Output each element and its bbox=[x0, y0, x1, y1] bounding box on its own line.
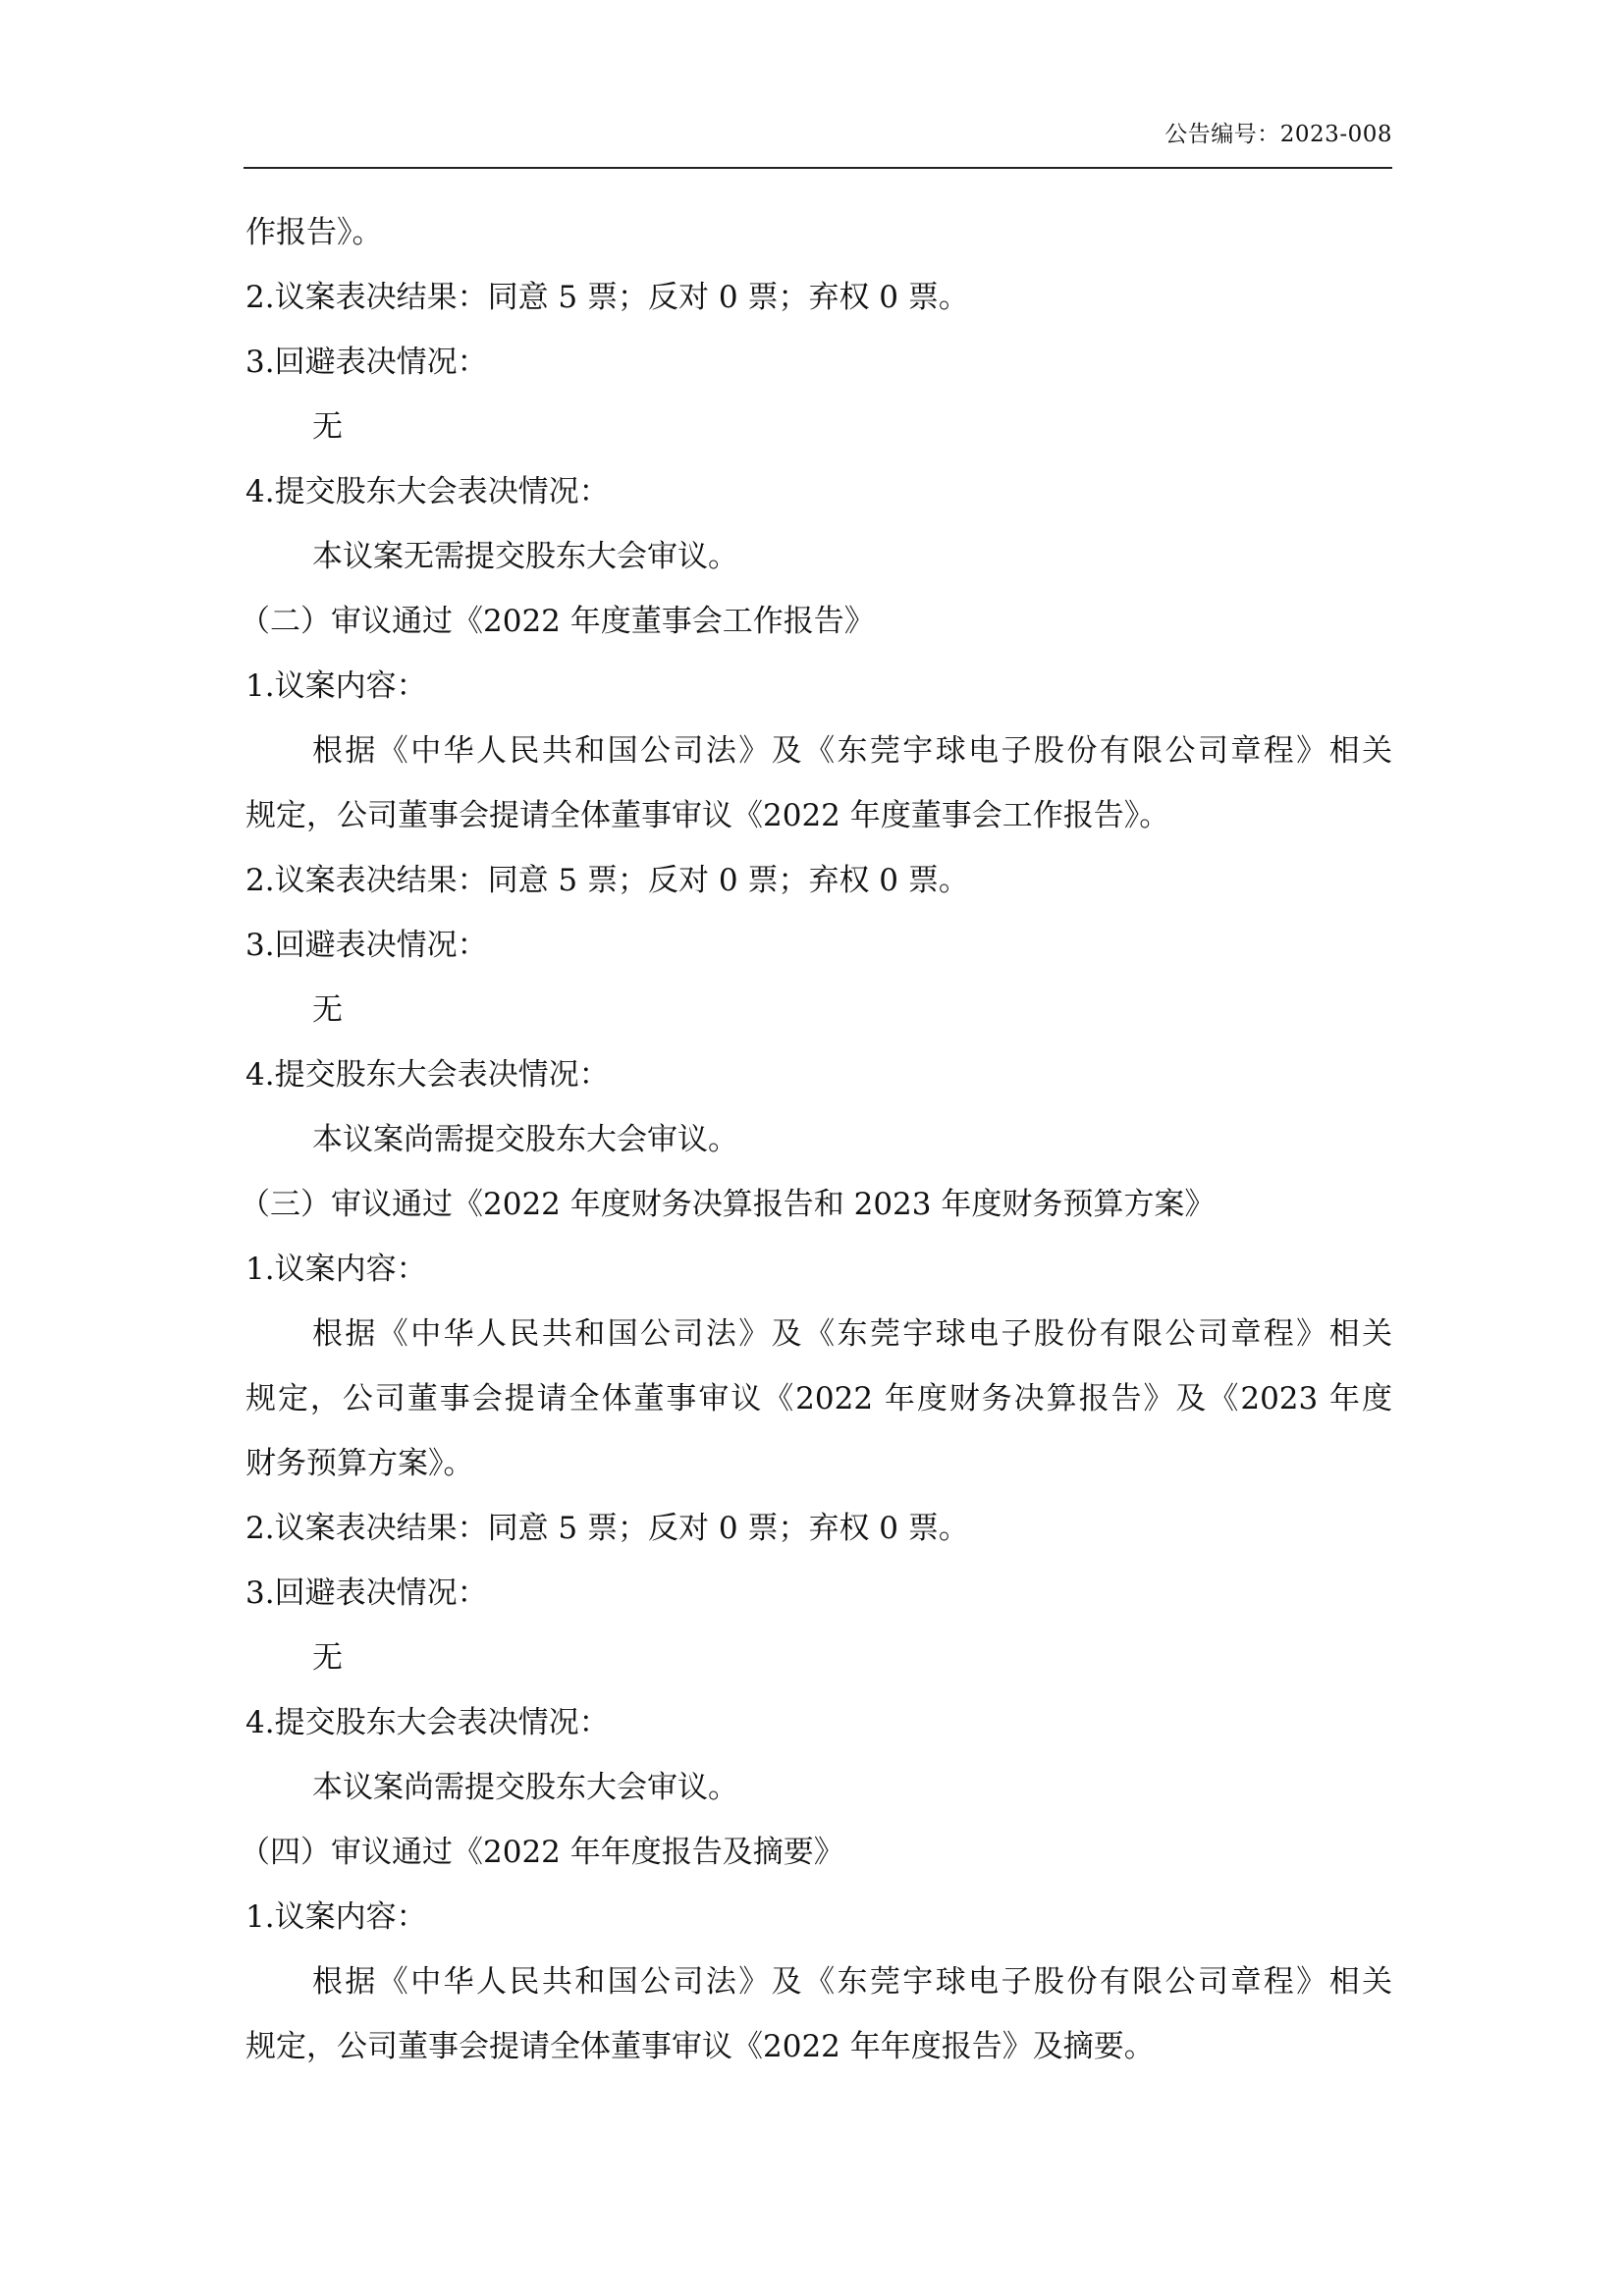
shareholder-meeting-heading: 4.提交股东大会表决情况： bbox=[245, 1705, 610, 1740]
shareholder-meeting-value: 本议案无需提交股东大会审议。 bbox=[312, 539, 738, 574]
vote-result: 2.议案表决结果：同意 5 票；反对 0 票；弃权 0 票。 bbox=[245, 280, 969, 315]
shareholder-meeting-heading: 4.提交股东大会表决情况： bbox=[245, 474, 610, 509]
announcement-number: 公告编号：2023-008 bbox=[1164, 122, 1392, 147]
vote-result: 2.议案表决结果：同意 5 票；反对 0 票；弃权 0 票。 bbox=[245, 1511, 969, 1546]
shareholder-meeting-value: 本议案尚需提交股东大会审议。 bbox=[312, 1770, 738, 1805]
recusal-heading: 3.回避表决情况： bbox=[245, 345, 488, 380]
proposal-content-heading: 1.议案内容： bbox=[245, 1252, 427, 1287]
recusal-value: 无 bbox=[312, 409, 343, 445]
shareholder-meeting-heading: 4.提交股东大会表决情况： bbox=[245, 1057, 610, 1093]
proposal-content-text: 财务预算方案》。 bbox=[245, 1446, 474, 1481]
shareholder-meeting-value: 本议案尚需提交股东大会审议。 bbox=[312, 1122, 738, 1157]
proposal-content-text: 根据《中华人民共和国公司法》及《东莞宇球电子股份有限公司章程》相关 bbox=[312, 733, 1392, 769]
recusal-heading: 3.回避表决情况： bbox=[245, 1575, 488, 1611]
section-heading-3: （三）审议通过《2022 年度财务决算报告和 2023 年度财务预算方案》 bbox=[240, 1187, 1216, 1222]
proposal-content-text: 根据《中华人民共和国公司法》及《东莞宇球电子股份有限公司章程》相关 bbox=[312, 1964, 1392, 2000]
recusal-heading: 3.回避表决情况： bbox=[245, 928, 488, 963]
proposal-content-heading: 1.议案内容： bbox=[245, 1899, 427, 1935]
proposal-content-text: 规定，公司董事会提请全体董事审议《2022 年年度报告》及摘要。 bbox=[245, 2029, 1155, 2064]
recusal-value: 无 bbox=[312, 992, 343, 1028]
section-heading-4: （四）审议通过《2022 年年度报告及摘要》 bbox=[240, 1835, 844, 1870]
proposal-content-text: 规定，公司董事会提请全体董事审议《2022 年度财务决算报告》及《2023 年度 bbox=[245, 1381, 1392, 1416]
document-body bbox=[240, 200, 1392, 2079]
vote-result: 2.议案表决结果：同意 5 票；反对 0 票；弃权 0 票。 bbox=[245, 863, 969, 898]
header-divider bbox=[244, 167, 1392, 169]
proposal-content-text: 根据《中华人民共和国公司法》及《东莞宇球电子股份有限公司章程》相关 bbox=[312, 1316, 1392, 1352]
section-heading-2: （二）审议通过《2022 年度董事会工作报告》 bbox=[240, 604, 875, 639]
recusal-value: 无 bbox=[312, 1640, 343, 1676]
proposal-content-text: 规定，公司董事会提请全体董事审议《2022 年度董事会工作报告》。 bbox=[245, 798, 1170, 833]
proposal-content-heading: 1.议案内容： bbox=[245, 668, 427, 704]
paragraph-continuation: 作报告》。 bbox=[245, 215, 383, 250]
